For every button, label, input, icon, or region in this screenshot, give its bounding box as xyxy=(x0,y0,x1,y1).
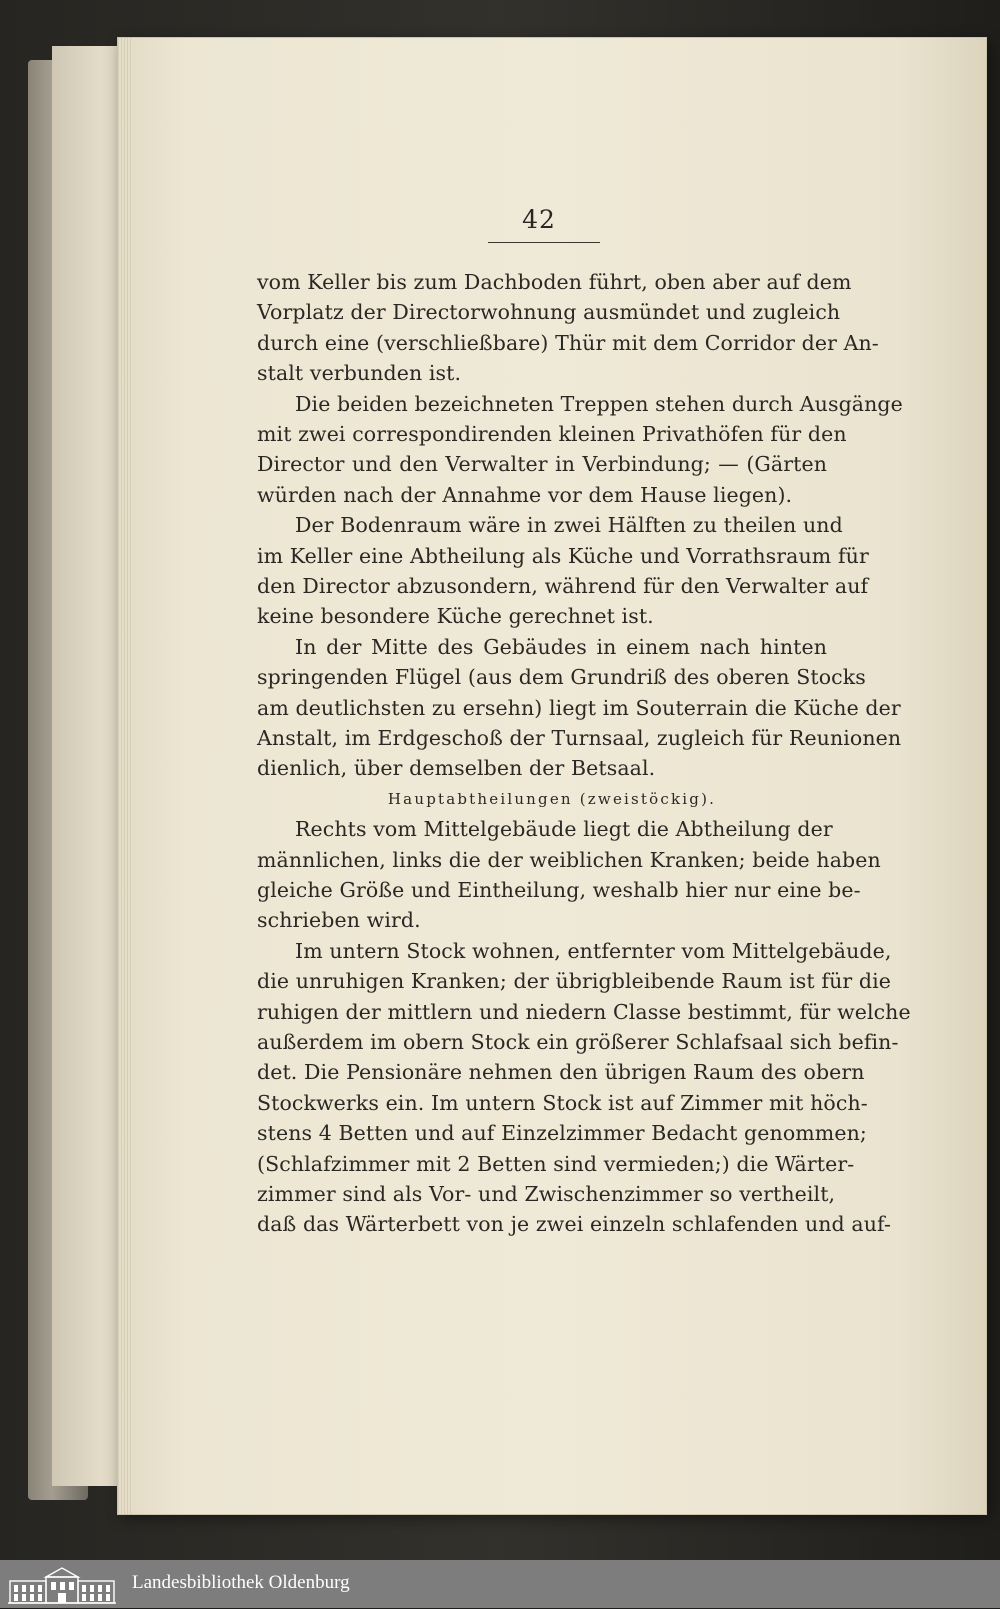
page-number: 42 xyxy=(522,205,556,234)
text-line: Rechts vom Mittelgebäude liegt die Abtheilung der xyxy=(295,817,833,842)
text-line: stalt verbunden ist. xyxy=(257,361,462,386)
library-building-icon xyxy=(6,1563,118,1605)
page-number-rule xyxy=(488,242,600,243)
text-line: In der Mitte des Gebäudes in einem nach hinten xyxy=(295,634,827,659)
text-line: Die beiden bezeichneten Treppen stehen durch Ausgänge xyxy=(295,391,903,416)
text-line: det. Die Pensionäre nehmen den übrigen Raum des obern xyxy=(257,1060,865,1085)
text-line: Vorplatz der Directorwohnung ausmündet und zugleich xyxy=(257,300,841,325)
page-gutter xyxy=(118,38,132,1514)
text-line: Im untern Stock wohnen, entfernter vom Mittelgebäude, xyxy=(295,938,892,963)
text-line: daß das Wärterbett von je zwei einzeln schlafenden und auf- xyxy=(257,1212,891,1237)
text-line: springenden Flügel (aus dem Grundriß des oberen Stocks xyxy=(257,665,866,690)
library-footer-bar xyxy=(0,1560,1000,1608)
text-line: außerdem im obern Stock ein größerer Schlafsaal sich befin- xyxy=(257,1030,899,1054)
text-line: zimmer sind als Vor- und Zwischenzimmer so vertheilt, xyxy=(257,1182,836,1206)
text-line: mit zwei correspondirenden kleinen Privathöfen für den xyxy=(257,422,847,446)
text-line: schrieben wird. xyxy=(257,908,421,933)
text-line: (Schlafzimmer mit 2 Betten sind vermieden;) die Wärter- xyxy=(257,1151,855,1176)
text-line: ruhigen der mittlern und niedern Classe bestimmt, für welche xyxy=(257,999,911,1024)
text-line: die unruhigen Kranken; der übrigbleibende Raum ist für die xyxy=(257,969,891,994)
text-line: Stockwerks ein. Im untern Stock ist auf Zimmer mit höch- xyxy=(257,1090,868,1115)
text-line: gleiche Größe und Eintheilung, weshalb hier nur eine be- xyxy=(257,878,861,902)
text-line: Anstalt, im Erdgeschoß der Turnsaal, zugleich für Reunionen xyxy=(257,726,902,750)
text-line: keine besondere Küche gerechnet ist. xyxy=(257,604,654,629)
text-line: den Director abzusondern, während für den Verwalter auf xyxy=(257,574,869,598)
text-line: würden nach der Annahme vor dem Hause liegen). xyxy=(257,482,793,507)
library-name: Landesbibliothek Oldenburg xyxy=(132,1572,350,1593)
text-line: Der Bodenraum wäre in zwei Hälften zu theilen und xyxy=(295,513,843,538)
text-line: am deutlichsten zu ersehn) liegt im Souterrain die Küche der xyxy=(257,695,901,720)
text-line: durch eine (verschließbare) Thür mit dem Corridor der An- xyxy=(257,330,879,355)
text-line: Director und den Verwalter in Verbindung; — (Gärten xyxy=(257,452,827,477)
text-line: vom Keller bis zum Dachboden führt, oben aber auf dem xyxy=(257,270,852,294)
text-line: im Keller eine Abtheilung als Küche und Vorrathsraum für xyxy=(257,543,869,568)
text-line: männlichen, links die der weiblichen Kranken; beide haben xyxy=(257,847,881,872)
text-line: dienlich, über demselben der Betsaal. xyxy=(257,756,656,781)
text-line: stens 4 Betten und auf Einzelzimmer Bedacht genommen; xyxy=(257,1121,867,1146)
section-heading: Hauptabtheilungen (zweistöckig). xyxy=(387,789,717,808)
